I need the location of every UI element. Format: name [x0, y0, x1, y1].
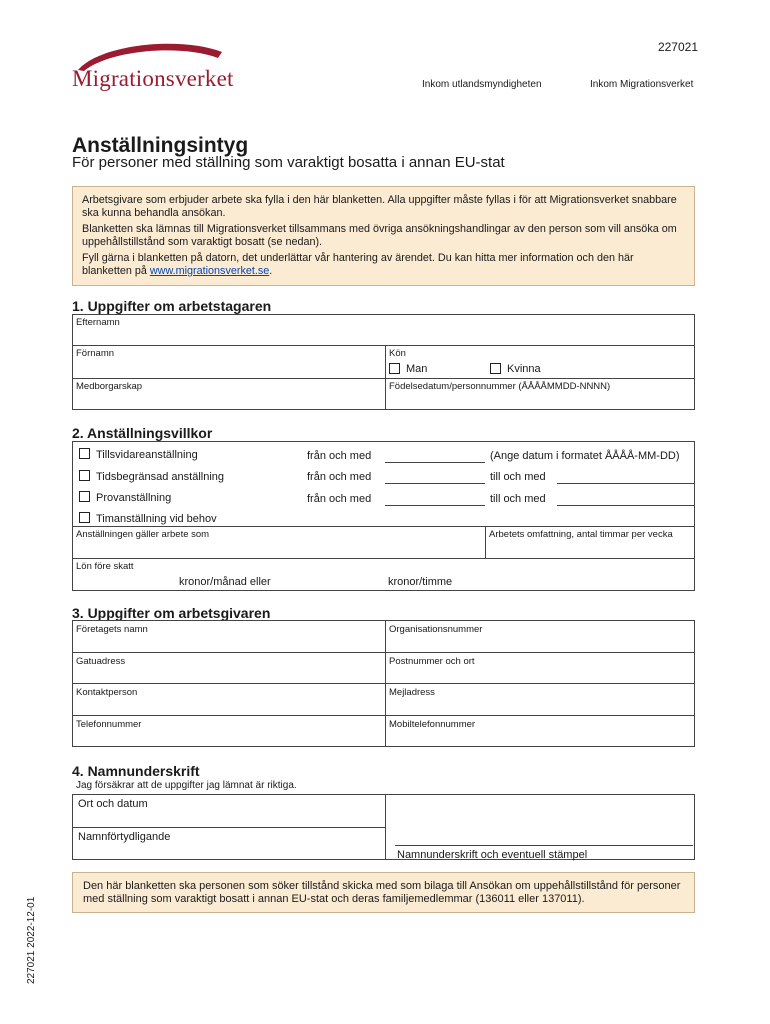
tidsbegransad-checkbox[interactable] [79, 470, 90, 481]
omfattning-field[interactable] [489, 541, 689, 556]
signature-line[interactable] [395, 845, 693, 846]
provanstallning-to-date-field[interactable] [557, 505, 694, 506]
provanstallning-label: Provanställning [96, 492, 172, 504]
lon-label: Lön före skatt [76, 561, 134, 572]
logo-text: Migrationsverket [72, 66, 234, 91]
date-format-hint: (Ange datum i formatet ÅÅÅÅ-MM-DD) [490, 450, 680, 462]
man-label: Man [406, 363, 428, 375]
telefonnummer-field[interactable] [76, 731, 380, 745]
tidsbegransad-from-date-field[interactable] [385, 483, 485, 484]
ort-datum-field[interactable] [78, 811, 378, 825]
man-checkbox[interactable] [389, 363, 400, 374]
kon-label: Kön [389, 348, 406, 359]
divider [72, 526, 695, 527]
underskrift-label: Namnunderskrift och eventuell stämpel [397, 849, 588, 861]
info-paragraph-1: Arbetsgivare som erbjuder arbete ska fylla i den här blanketten. Alla uppgifter måste fyllas i för att Migrationsverket snabbare ska kunna behandla ansökan. [82, 194, 677, 219]
foretagets-namn-field[interactable] [76, 636, 380, 650]
till-och-med-label: till och med [490, 493, 546, 505]
section-3-heading: 3. Uppgifter om arbetsgivaren [72, 605, 271, 621]
tillsvidare-label: Tillsvidareanställning [96, 449, 198, 461]
organisationsnummer-field[interactable] [389, 636, 689, 650]
medborgarskap-field[interactable] [76, 393, 376, 408]
info-paragraph-2: Blanketten ska lämnas till Migrationsverket tillsammans med övriga ansökningshandlingar av den person som vill ansöka om uppehållstillstånd som varaktigt bosatt (se nedan). [82, 223, 677, 248]
footer-note-box [72, 872, 695, 913]
tidsbegransad-to-date-field[interactable] [557, 483, 694, 484]
form-number: 227021 [657, 40, 698, 54]
fran-och-med-label: från och med [307, 493, 372, 505]
tidsbegransad-label: Tidsbegränsad anställning [96, 471, 225, 483]
galler-arbete-field[interactable] [76, 541, 480, 556]
info-paragraph-3 [82, 252, 685, 278]
info-paragraph-3-end: . [269, 265, 273, 277]
section-2-heading: 2. Anställningsvillkor [72, 425, 213, 441]
efternamn-label: Efternamn [76, 317, 120, 328]
divider [72, 683, 695, 684]
fodelsedatum-field[interactable] [389, 393, 689, 408]
page-title: Anställningsintyg [72, 134, 249, 157]
fodelsedatum-label: Födelsedatum/personnummer (ÅÅÅÅMMDD-NNNN) [389, 381, 611, 392]
gatuadress-label: Gatuadress [76, 656, 126, 667]
divider [72, 345, 695, 346]
fran-och-med-label: från och med [307, 471, 372, 483]
gatuadress-field[interactable] [76, 668, 380, 682]
fornamn-label: Förnamn [76, 348, 115, 359]
kontaktperson-field[interactable] [76, 699, 380, 713]
kronor-manad-label: kronor/månad eller [179, 576, 271, 588]
organisationsnummer-label: Organisationsnummer [389, 624, 483, 635]
tillsvidare-from-date-field[interactable] [385, 462, 485, 463]
kvinna-label: Kvinna [507, 363, 541, 375]
section-4-heading: 4. Namnunderskrift [72, 763, 200, 779]
divider [385, 620, 386, 747]
kontaktperson-label: Kontaktperson [76, 687, 138, 698]
footer-note: Den här blanketten ska personen som söker tillstånd skicka med som bilaga till Ansökan om uppehållstillstånd för personer med ställning som varaktigt bosatt i annan EU-stat och deras familjemedlemmar (136011 eller 137011). [83, 880, 681, 905]
info-paragraph-3-text: Fyll gärna i blanketten på datorn, det underlättar vår hantering av ärendet. Du kan hitta mer information och den här blanketten på [82, 252, 634, 277]
timanstallning-checkbox[interactable] [79, 512, 90, 523]
tillsvidare-checkbox[interactable] [79, 448, 90, 459]
foretagets-namn-label: Företagets namn [76, 624, 148, 635]
intyg-text: Jag försäkrar att de uppgifter jag lämnat är riktiga. [76, 780, 297, 791]
section-1-heading: 1. Uppgifter om arbetstagaren [72, 298, 272, 314]
divider [385, 794, 386, 860]
efternamn-field[interactable] [76, 329, 686, 344]
mejladress-field[interactable] [389, 699, 689, 713]
namnfortydligande-field[interactable] [78, 844, 378, 858]
timanstallning-label: Timanställning vid behov [96, 513, 217, 525]
inkom-migrationsverket-label: Inkom Migrationsverket [590, 79, 694, 90]
divider [72, 827, 385, 828]
divider [72, 378, 695, 379]
mobil-label: Mobiltelefonnummer [389, 719, 476, 730]
till-och-med-label: till och med [490, 471, 546, 483]
page-subtitle: För personer med ställning som varaktigt bosatta i annan EU-stat [72, 154, 505, 171]
postnummer-label: Postnummer och ort [389, 656, 475, 667]
divider [485, 526, 486, 558]
mejladress-label: Mejladress [389, 687, 435, 698]
divider [72, 715, 695, 716]
divider [385, 345, 386, 410]
postnummer-field[interactable] [389, 668, 689, 682]
provanstallning-from-date-field[interactable] [385, 505, 485, 506]
kvinna-checkbox[interactable] [490, 363, 501, 374]
galler-arbete-label: Anställningen gäller arbete som [76, 529, 210, 540]
ort-datum-label: Ort och datum [78, 798, 148, 810]
divider [72, 558, 695, 559]
info-box [72, 186, 695, 286]
namnfortydligande-label: Namnförtydligande [78, 831, 171, 843]
fornamn-field[interactable] [76, 360, 376, 376]
side-form-code: 227021 2022-12-01 [26, 896, 37, 984]
divider [72, 652, 695, 653]
omfattning-label: Arbetets omfattning, antal timmar per vecka [489, 529, 673, 540]
inkom-utlandsmyndigheten-label: Inkom utlandsmyndigheten [422, 79, 542, 90]
provanstallning-checkbox[interactable] [79, 491, 90, 502]
migrationsverket-link[interactable]: www.migrationsverket.se [149, 265, 270, 277]
mobil-field[interactable] [389, 731, 689, 745]
medborgarskap-label: Medborgarskap [76, 381, 143, 392]
telefonnummer-label: Telefonnummer [76, 719, 142, 730]
kronor-timme-label: kronor/timme [388, 576, 453, 588]
fran-och-med-label: från och med [307, 450, 372, 462]
